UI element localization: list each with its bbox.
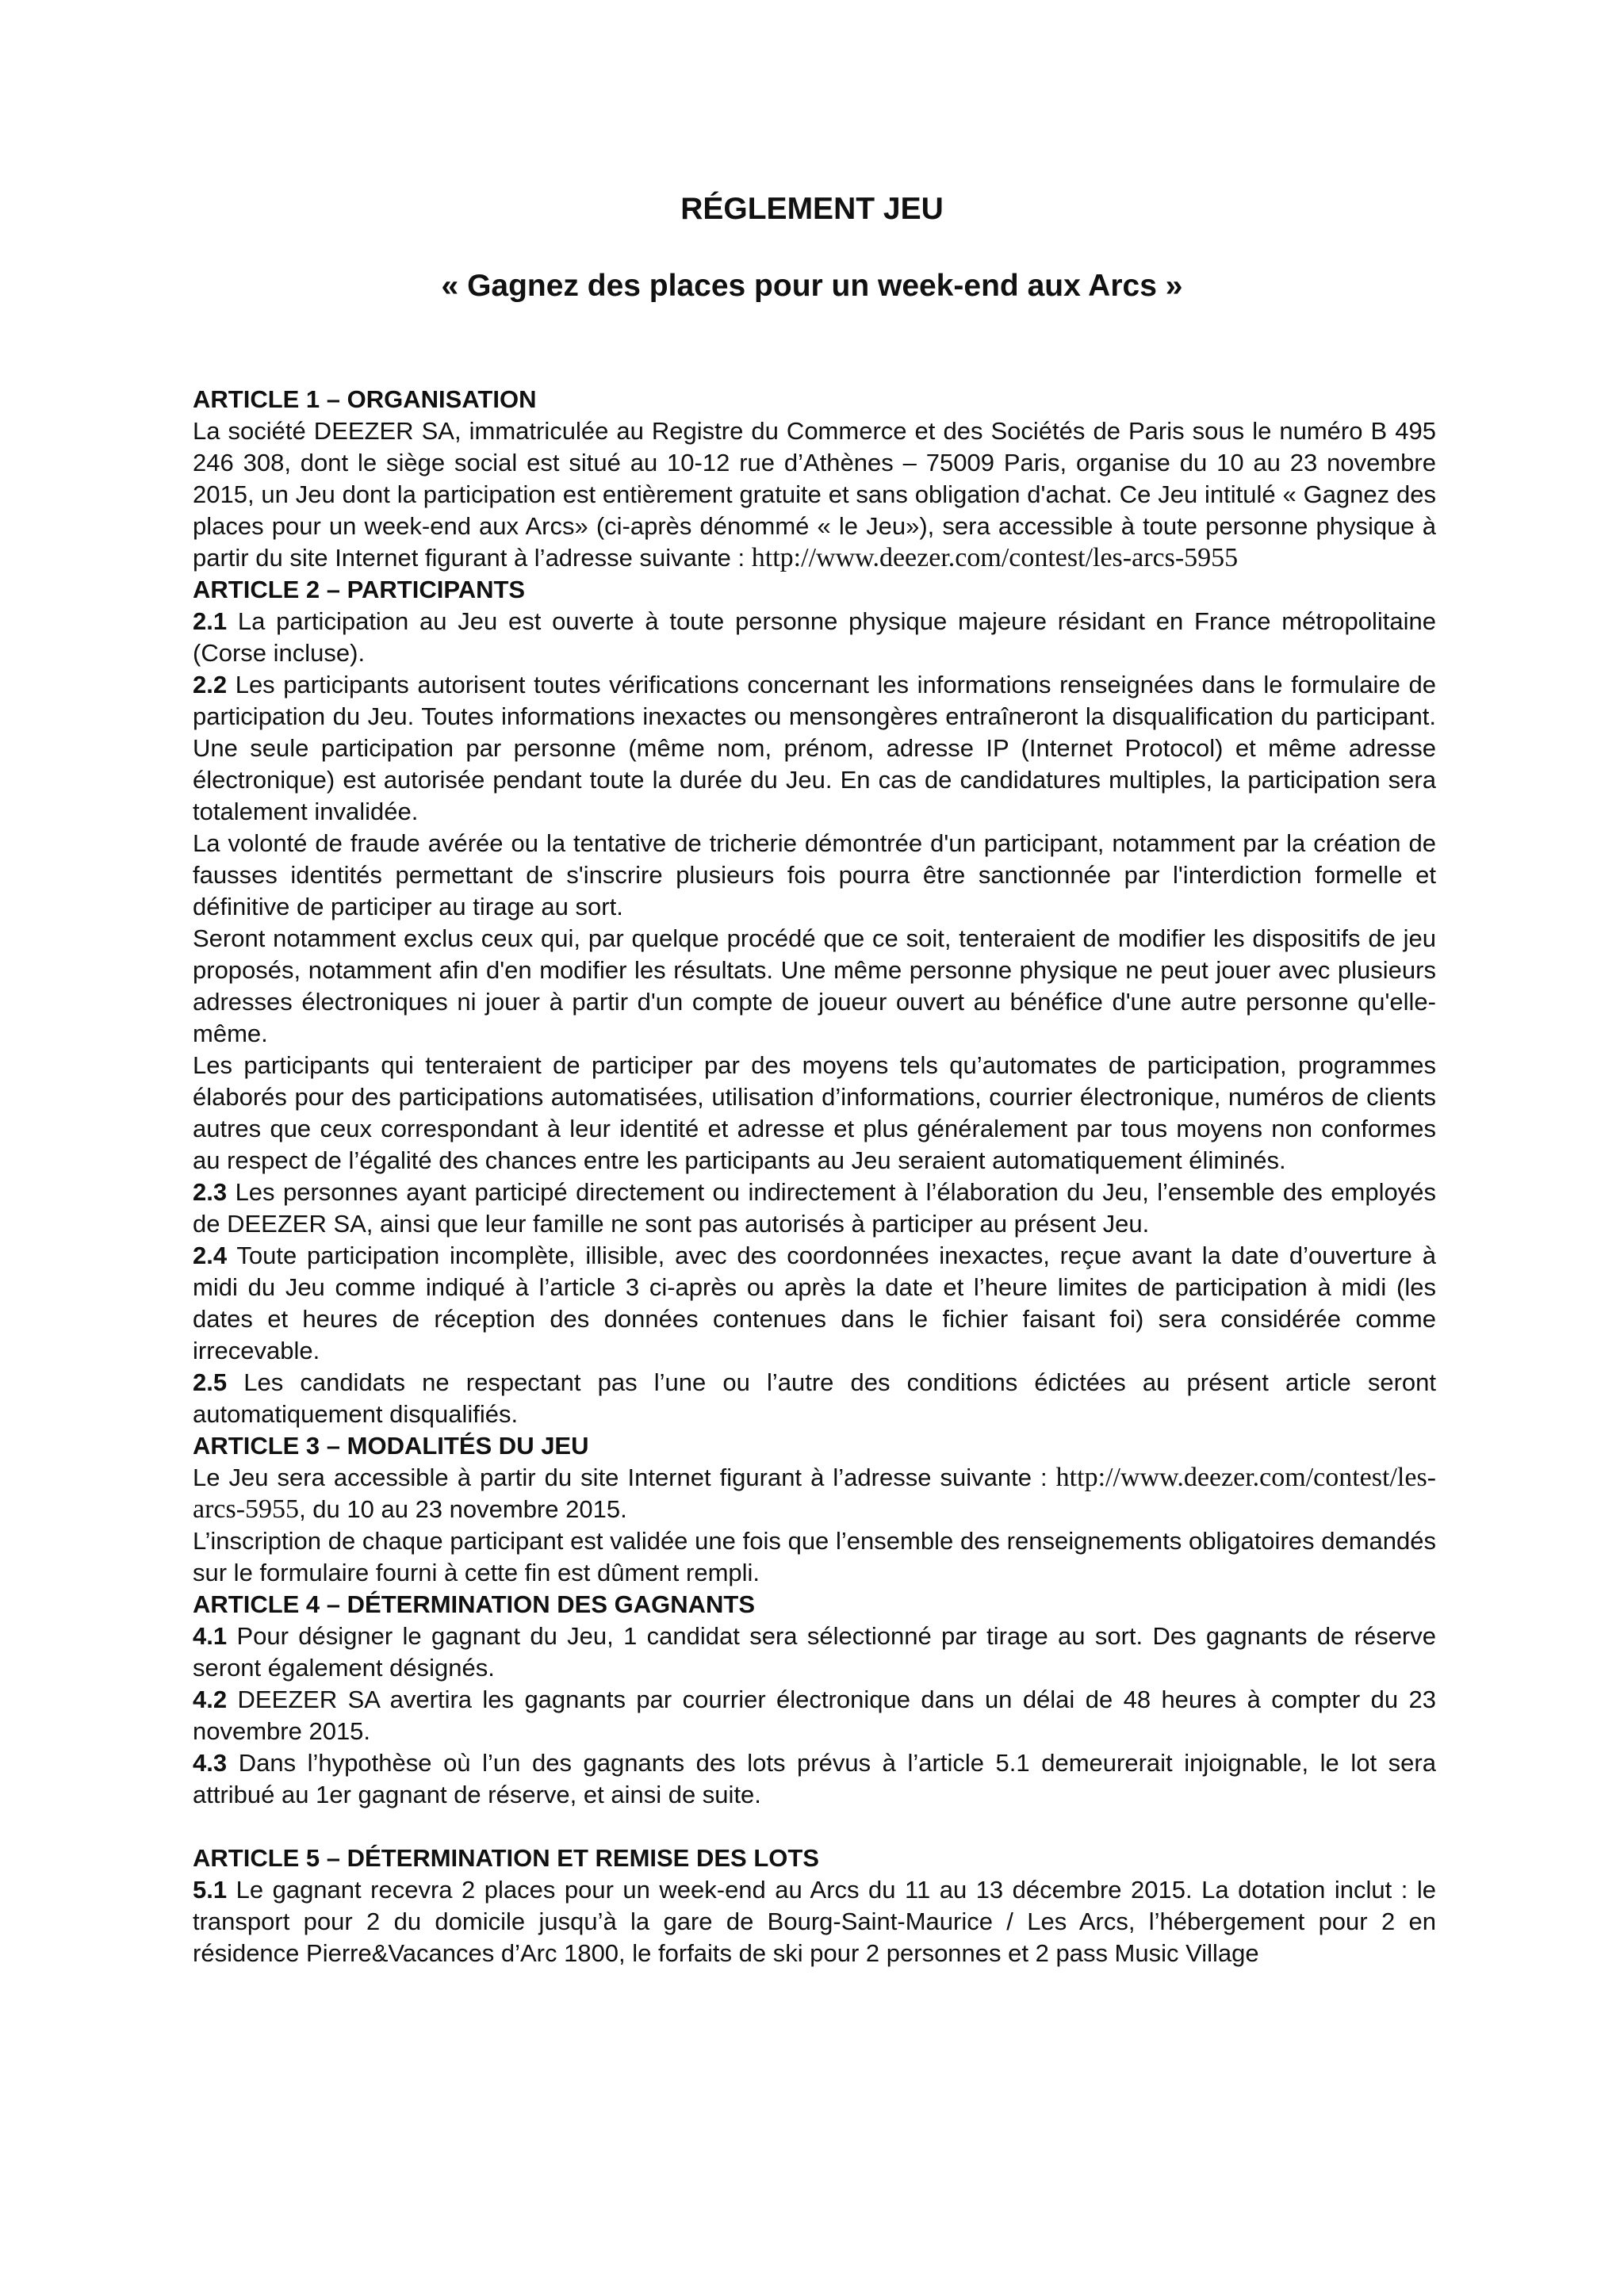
clause-2-2 <box>193 669 1436 828</box>
clause-number: 2.4 <box>193 1242 228 1269</box>
clause-text: Le gagnant recevra 2 places pour un week-end au Arcs du 11 au 13 décembre 2015. La dotation inclut : le transport pour 2 du domicile jusqu’à la gare de Bourg-Saint-Maurice / Les Arcs, l’hébergement pour 2 en résidence Pierre&Vacances d’Arc 1800, le forfaits de ski pour 2 personnes et 2 pass Music Village <box>193 1876 1436 1967</box>
clause-number: 2.1 <box>193 607 228 635</box>
clause-5-1 <box>193 1874 1436 1969</box>
clause-text: La participation au Jeu est ouverte à toute personne physique majeure résidant en France métropolitaine (Corse incluse). <box>193 607 1436 667</box>
clause-2-5 <box>193 1367 1436 1430</box>
clause-number: 5.1 <box>193 1876 228 1904</box>
article-3-dates: , du 10 au 23 novembre 2015. <box>299 1495 627 1523</box>
article-3-body: Le Jeu sera accessible à partir du site Internet figurant à l’adresse suivante : <box>193 1464 1048 1491</box>
article-3-registration: L’inscription de chaque participant est validée une fois que l’ensemble des renseignements obligatoires demandés sur le formulaire fourni à cette fin est dûment rempli. <box>193 1527 1436 1586</box>
fraud-paragraph: La volonté de fraude avérée ou la tentative de tricherie démontrée d'un participant, notamment par la création de fausses identités permettant de s'inscrire plusieurs fois pourra être sanctionnée par l'interdiction formelle et définitive de participer au tirage au sort. <box>193 829 1436 920</box>
clause-number: 4.3 <box>193 1749 228 1777</box>
clause-2-4 <box>193 1240 1436 1367</box>
article-3-heading: ARTICLE 3 – MODALITÉS DU JEU <box>193 1432 589 1460</box>
clause-number: 4.1 <box>193 1622 228 1650</box>
document-body <box>193 384 1436 1969</box>
article-1-contest-link[interactable]: http://www.deezer.com/contest/les-arcs-5955 <box>751 543 1239 572</box>
clause-text: Toute participation incomplète, illisible, avec des coordonnées inexactes, reçue avant la date d’ouverture à midi du Jeu comme indiqué à l’article 3 ci-après ou après la date et l’heure limites de participation à midi (les dates et heures de réception des données contenues dans le fichier faisant foi) sera considérée comme irrecevable. <box>193 1242 1436 1364</box>
clause-number: 2.3 <box>193 1178 228 1206</box>
clause-2-3 <box>193 1177 1436 1240</box>
clause-4-1 <box>193 1621 1436 1684</box>
clause-text: Les participants autorisent toutes vérifications concernant les informations renseignées dans le formulaire de participation du Jeu. Toutes informations inexactes ou mensongères entraîneront la disqualification du participant. Une seule participation par personne (même nom, prénom, adresse IP (Internet Protocol) et même adresse électronique) est autorisée pendant toute la durée du Jeu. En cas de candidatures multiples, la participation sera totalement invalidée. <box>193 671 1436 825</box>
clause-4-3 <box>193 1747 1436 1811</box>
document-subtitle: « Gagnez des places pour un week-end aux Arcs » <box>441 269 1183 303</box>
clause-text: Dans l’hypothèse où l’un des gagnants des lots prévus à l’article 5.1 demeurerait injoignable, le lot sera attribué au 1er gagnant de réserve, et ainsi de suite. <box>193 1749 1436 1808</box>
article-5-heading: ARTICLE 5 – DÉTERMINATION ET REMISE DES LOTS <box>193 1844 819 1872</box>
clause-number: 4.2 <box>193 1686 228 1713</box>
clause-text: Les personnes ayant participé directement ou indirectement à l’élaboration du Jeu, l’ensemble des employés de DEEZER SA, ainsi que leur famille ne sont pas autorisés à participer au présent Jeu. <box>193 1178 1436 1238</box>
article-1-text <box>193 415 1436 574</box>
clause-text: DEEZER SA avertira les gagnants par courrier électronique dans un délai de 48 heures à compter du 23 novembre 2015. <box>193 1686 1436 1745</box>
clause-4-2 <box>193 1684 1436 1747</box>
automation-paragraph: Les participants qui tenteraient de participer par des moyens tels qu’automates de participation, programmes élaborés pour des participations automatisées, utilisation d’informations, courrier électronique, numéros de clients autres que ceux correspondant à leur identité et adresse et plus généralement par tous moyens non conformes au respect de l’égalité des chances entre les participants au Jeu seraient automatiquement éliminés. <box>193 1051 1436 1174</box>
article-1-heading: ARTICLE 1 – ORGANISATION <box>193 385 537 413</box>
clause-text: Pour désigner le gagnant du Jeu, 1 candidat sera sélectionné par tirage au sort. Des gagnants de réserve seront également désignés. <box>193 1622 1436 1682</box>
article-3-access <box>193 1462 1436 1525</box>
article-2-heading: ARTICLE 2 – PARTICIPANTS <box>193 576 526 603</box>
article-4-heading: ARTICLE 4 – DÉTERMINATION DES GAGNANTS <box>193 1590 756 1618</box>
clause-text: Les candidats ne respectant pas l’une ou l’autre des conditions édictées au présent article seront automatiquement disqualifiés. <box>193 1368 1436 1428</box>
clause-number: 2.5 <box>193 1368 228 1396</box>
document-title: RÉGLEMENT JEU <box>680 192 944 226</box>
clause-2-1 <box>193 606 1436 669</box>
exclusion-paragraph: Seront notamment exclus ceux qui, par quelque procédé que ce soit, tenteraient de modifier les dispositifs de jeu proposés, notamment afin d'en modifier les résultats. Une même personne physique ne peut jouer avec plusieurs adresses électroniques ni jouer à partir d'un compte de joueur ouvert au bénéfice d'une autre personne qu'elle-même. <box>193 924 1436 1047</box>
article-3-contest-link[interactable]: http://www.deezer.com/contest/les-arcs-5955 <box>193 1463 1436 1524</box>
article-1-body: La société DEEZER SA, immatriculée au Registre du Commerce et des Sociétés de Paris sous le numéro B 495 246 308, dont le siège social est situé au 10-12 rue d’Athènes – 75009 Paris, organise du 10 au 23 novembre 2015, un Jeu dont la participation est entièrement gratuite et sans obligation d'achat. Ce Jeu intitulé « Gagnez des places pour un week-end aux Arcs» (ci-après dénommé « le Jeu»), sera accessible à toute personne physique à partir du site Internet figurant à l’adresse suivante : <box>193 417 1436 572</box>
clause-number: 2.2 <box>193 671 228 698</box>
